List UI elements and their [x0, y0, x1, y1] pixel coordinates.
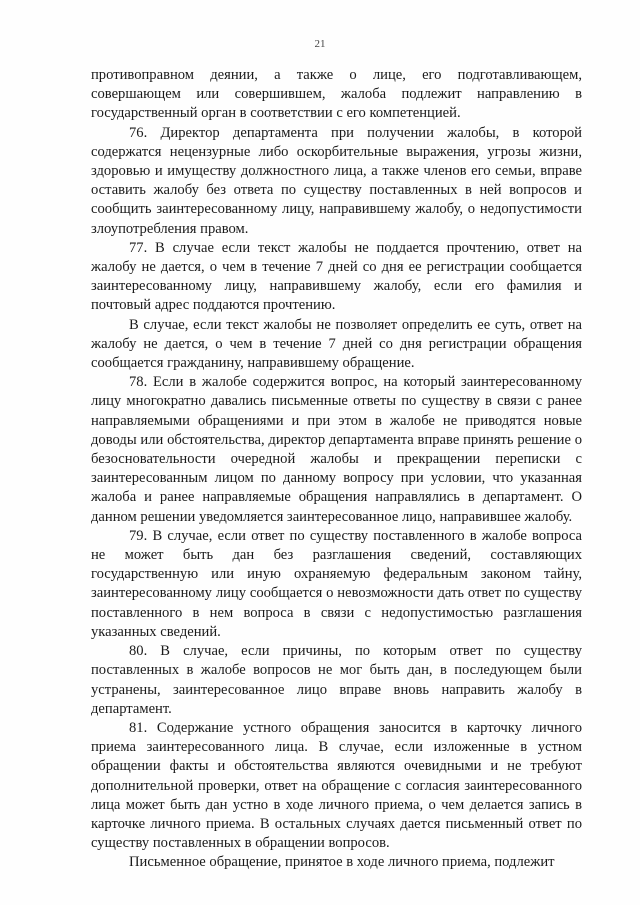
document-body: [91, 66, 582, 873]
paragraph-79: 79. В случае, если ответ по существу поставленного в жалобе вопроса не может быть дан без разглашения сведений, составляющих государственную или иную охраняемую федеральным законом тайну, заинтересованному лицу сообщается о невозможности дать ответ по существу поставленного в нем вопроса в связи с недопустимостью разглашения указанных сведений.: [91, 527, 582, 640]
paragraph-continuation: противоправном деянии, а также о лице, его подготавливающем, совершающем или совершившем, жалоба подлежит направлению в государственный орган в соответствии с его компетенцией.: [91, 67, 582, 122]
paragraph-76: 76. Директор департамента при получении жалобы, в которой содержатся нецензурные либо оскорбительные выражения, угрозы жизни, здоровью и имуществу должностного лица, а также членов его семьи, вправе оставить жалобу без ответа по существу поставленных в ней вопросов и сообщить заинтересованному лицу, направившему жалобу, о недопустимости злоупотребления правом.: [91, 124, 582, 237]
paragraph-80: 80. В случае, если причины, по которым ответ по существу поставленных в жалобе вопросов не мог быть дан, в последующем были устранены, заинтересованное лицо вправе вновь направить жалобу в департамент.: [91, 643, 582, 717]
paragraph-78: 78. Если в жалобе содержится вопрос, на который заинтересованному лицу многократно давались письменные ответы по существу в связи с ранее направляемыми обращениями и при этом в жалобе не приводятся новые доводы или обстоятельства, директор департамента вправе принять решение о безосновательности очередной жалобы и прекращении переписки с заинтересованным лицом по данному вопросу при условии, что указанная жалоба и ранее направляемые обращения направлялись в департамент. О данном решении уведомляется заинтересованное лицо, направившее жалобу.: [91, 374, 582, 525]
paragraph-77-second: В случае, если текст жалобы не позволяет определить ее суть, ответ на жалобу не дается, о чем в течение 7 дней со дня регистрации обращения сообщается гражданину, направившему обращение.: [91, 316, 582, 372]
page-number: 21: [314, 38, 326, 50]
paragraph-77: 77. В случае если текст жалобы не поддается прочтению, ответ на жалобу не дается, о чем в течение 7 дней со дня ее регистрации сообщается заинтересованному лицу, направившему жалобу, если его фамилия и почтовый адрес поддаются прочтению.: [91, 239, 582, 314]
paragraph-81-second: Письменное обращение, принятое в ходе личного приема, подлежит: [129, 854, 555, 871]
paragraph-81: 81. Содержание устного обращения заносится в карточку личного приема заинтересованного лица. В случае, если изложенные в устном обращении факты и обстоятельства являются очевидными и не требуют дополнительной проверки, ответ на обращение с согласия заинтересованного лица может быть дан устно в ходе личного приема, о чем делается запись в карточке личного приема. В остальных случаях дается письменный ответ по существу поставленных в обращении вопросов.: [91, 719, 582, 852]
